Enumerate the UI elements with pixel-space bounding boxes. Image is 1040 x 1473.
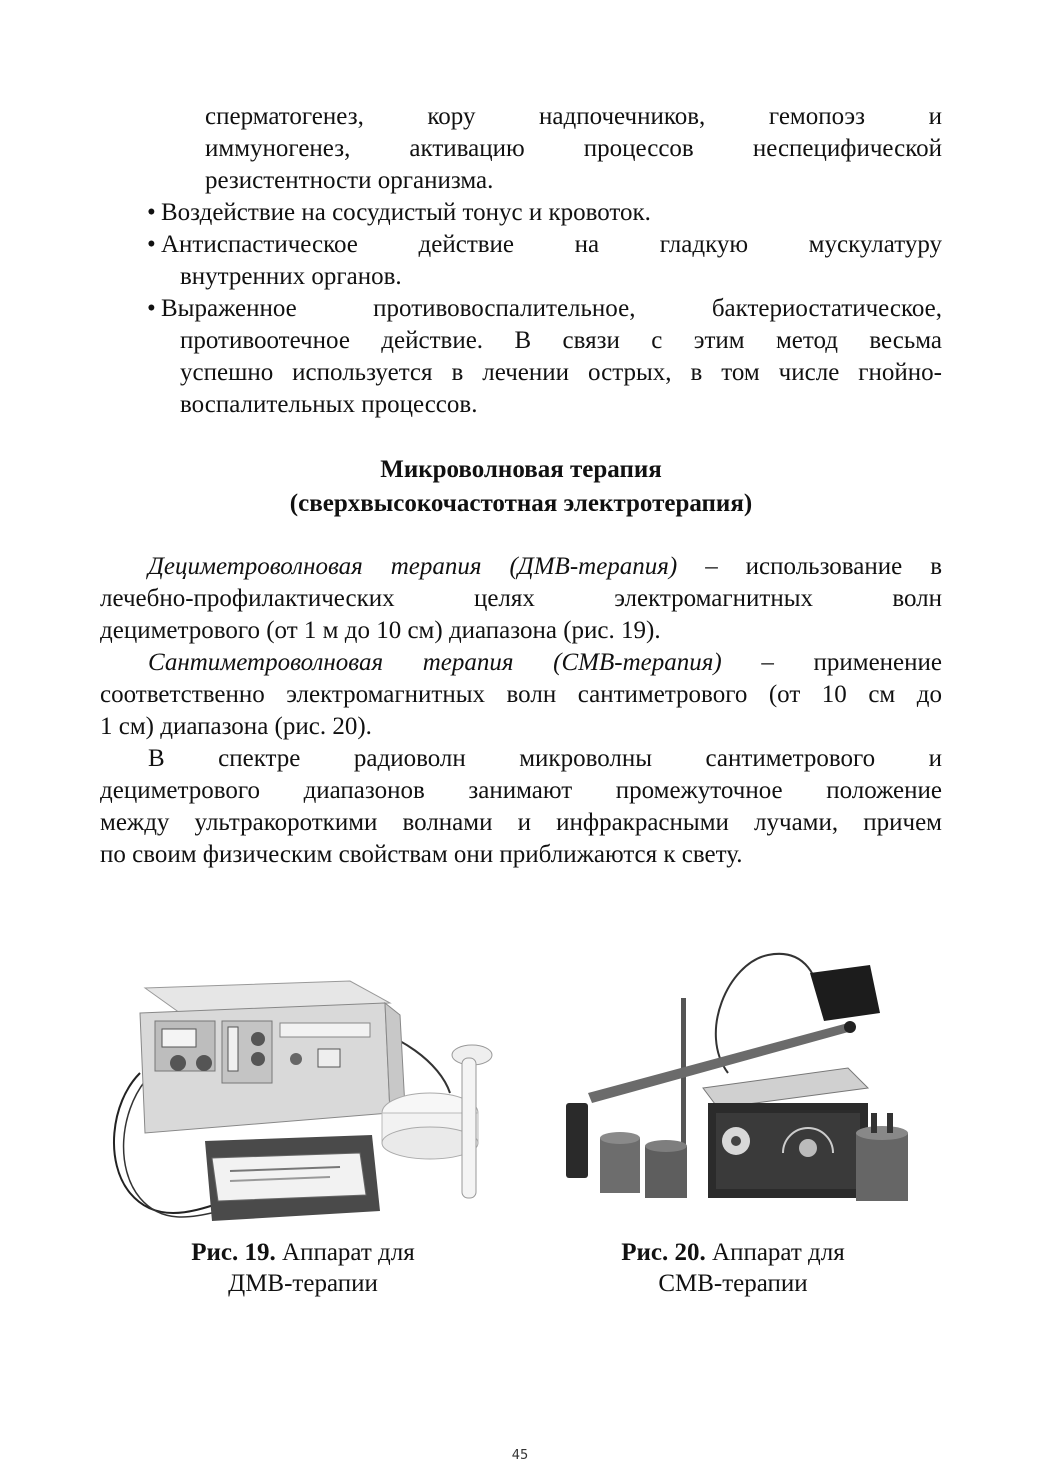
paragraph-2-line-1 <box>148 647 942 679</box>
bullet-symbol: • <box>147 199 156 226</box>
term-dmv: Дециметроволновая терапия (ДМВ-терапия) <box>148 553 678 580</box>
figure-19-caption-line-1 <box>143 1237 463 1268</box>
continuation-line-2: иммуногенез, активацию процессов неспецифической <box>205 135 942 162</box>
paragraph-3-line-1: В спектре радиоволн микроволны сантиметрового и <box>148 745 942 772</box>
paragraph-2-line-3: 1 см) диапазона (рис. 20). <box>100 713 372 740</box>
bullet-text-line: Выраженное противовоспалительное, бактериостатическое, <box>161 295 942 322</box>
continuation-line-1: сперматогенез, кору надпочечников, гемопоэз и <box>205 103 942 130</box>
figure-19-caption-line-2: ДМВ-терапии <box>228 1270 378 1297</box>
figure-20-label: Рис. 20. <box>621 1239 706 1266</box>
paragraph-1-line-3: дециметрового (от 1 м до 10 см) диапазона (рис. 19). <box>100 617 661 644</box>
paragraph-1-line-2: лечебно-профилактических целях электромагнитных волн <box>100 585 942 612</box>
figure-19-caption-text: Аппарат для <box>275 1239 415 1266</box>
figure-20-caption <box>573 1237 893 1299</box>
figure-19-caption <box>143 1237 463 1299</box>
bullet-text-line: воспалительных процессов. <box>180 391 478 418</box>
bullet-text-line: успешно используется в лечении острых, в том числе гнойно- <box>180 359 942 386</box>
bullet-text-line: противоотечное действие. В связи с этим метод весьма <box>180 327 942 354</box>
figure-20-caption-line-2: СМВ-терапии <box>658 1270 808 1297</box>
bullet-symbol: • <box>147 231 156 258</box>
bullet-symbol: • <box>147 295 156 322</box>
term-smv: Сантиметроволновая терапия (СМВ-терапия) <box>148 649 722 676</box>
smv-apparatus-illustration <box>548 943 918 1228</box>
section-title: Микроволновая терапия <box>380 456 662 483</box>
dmv-apparatus-illustration <box>100 963 506 1233</box>
figure-20-caption-text: Аппарат для <box>705 1239 845 1266</box>
section-subtitle: (сверхвысокочастотная электротерапия) <box>289 490 753 517</box>
page-number: 45 <box>511 1448 529 1463</box>
figure-20-caption-line-1 <box>573 1237 893 1268</box>
figure-19-label: Рис. 19. <box>191 1239 276 1266</box>
paragraph-3-line-2: дециметрового диапазонов занимают промежуточное положение <box>100 777 942 804</box>
bullet-text-line: Антиспастическое действие на гладкую мускулатуру <box>161 231 942 258</box>
paragraph-1-text: – использование в <box>677 553 943 580</box>
paragraph-1-line-1 <box>148 551 942 583</box>
bullet-text-line: Воздействие на сосудистый тонус и кровоток. <box>161 199 651 226</box>
paragraph-2-line-2: соответственно электромагнитных волн сантиметрового (от 10 см до <box>100 681 942 708</box>
figure-20-image <box>548 943 918 1228</box>
paragraph-2-text: – применение <box>721 649 942 676</box>
bullet-text-line: внутренних органов. <box>180 263 402 290</box>
paragraph-3-line-3: между ультракороткими волнами и инфракрасными лучами, причем <box>100 809 942 836</box>
figure-19-image <box>100 963 506 1233</box>
paragraph-3-line-4: по своим физическим свойствам они приближаются к свету. <box>100 841 743 868</box>
continuation-line-3: резистентности организма. <box>205 167 494 194</box>
